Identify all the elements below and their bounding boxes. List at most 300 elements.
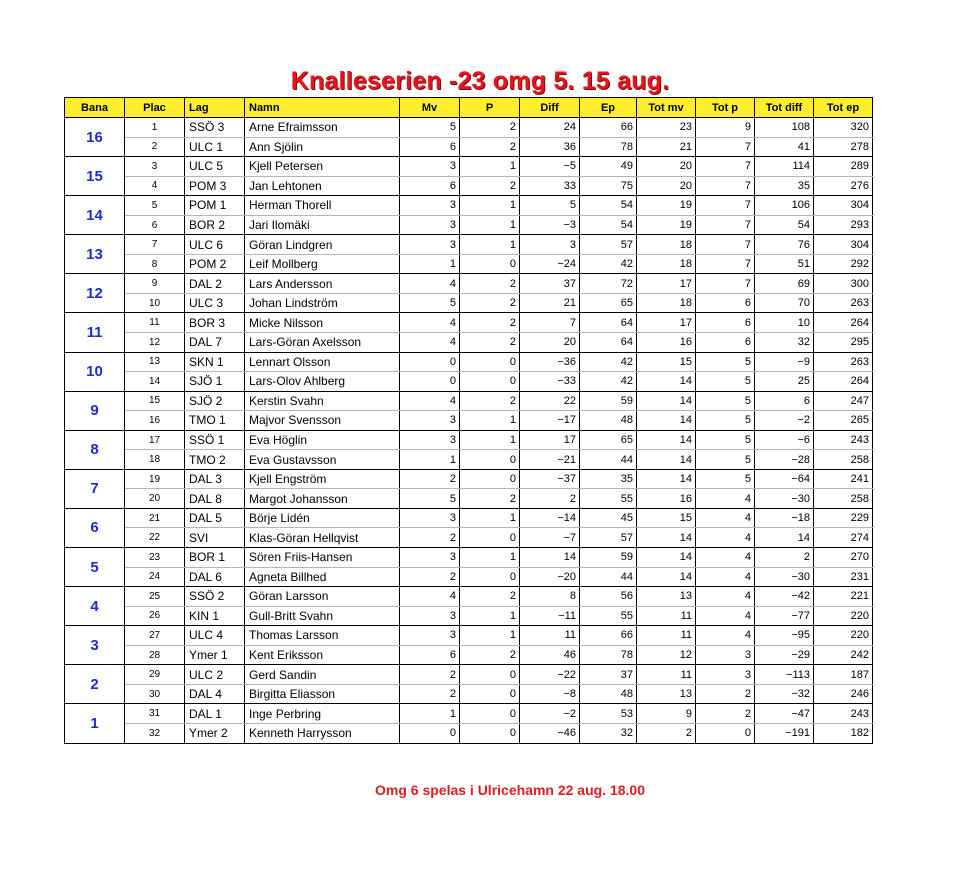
- cell-namn: Göran Larsson: [245, 587, 400, 607]
- cell-tot-diff: 10: [755, 313, 814, 333]
- cell-lag: Ymer 1: [185, 645, 245, 665]
- cell-diff: −21: [520, 450, 580, 470]
- column-header-tot-p: Tot p: [696, 98, 755, 118]
- column-header-p: P: [460, 98, 520, 118]
- lane-number: 5: [65, 548, 125, 587]
- cell-mv: 3: [400, 196, 460, 216]
- cell-p: 1: [460, 235, 520, 255]
- cell-tot-mv: 21: [637, 137, 696, 157]
- cell-lag: DAL 1: [185, 704, 245, 724]
- cell-mv: 4: [400, 587, 460, 607]
- cell-tot-ep: 182: [814, 723, 873, 743]
- cell-namn: Leif Mollberg: [245, 254, 400, 274]
- cell-tot-p: 4: [696, 528, 755, 548]
- cell-mv: 6: [400, 176, 460, 196]
- cell-tot-ep: 243: [814, 704, 873, 724]
- results-body: [65, 118, 873, 744]
- cell-tot-mv: 17: [637, 313, 696, 333]
- cell-diff: −2: [520, 704, 580, 724]
- cell-tot-ep: 220: [814, 626, 873, 646]
- cell-lag: BOR 3: [185, 313, 245, 333]
- cell-namn: Inge Perbring: [245, 704, 400, 724]
- cell-diff: 3: [520, 235, 580, 255]
- cell-ep: 64: [580, 333, 637, 353]
- cell-p: 0: [460, 665, 520, 685]
- results-table: [64, 97, 873, 744]
- cell-ep: 48: [580, 411, 637, 431]
- cell-p: 1: [460, 196, 520, 216]
- cell-p: 2: [460, 137, 520, 157]
- cell-diff: 36: [520, 137, 580, 157]
- cell-plac: 12: [125, 333, 185, 353]
- cell-ep: 65: [580, 293, 637, 313]
- cell-lag: POM 3: [185, 176, 245, 196]
- cell-tot-mv: 12: [637, 645, 696, 665]
- cell-tot-mv: 9: [637, 704, 696, 724]
- cell-namn: Birgitta Eliasson: [245, 684, 400, 704]
- cell-namn: Eva Höglin: [245, 430, 400, 450]
- cell-plac: 27: [125, 626, 185, 646]
- cell-lag: ULC 5: [185, 157, 245, 177]
- table-row: [65, 293, 873, 313]
- cell-lag: DAL 8: [185, 489, 245, 509]
- cell-tot-diff: −42: [755, 587, 814, 607]
- cell-lag: TMO 1: [185, 411, 245, 431]
- cell-plac: 26: [125, 606, 185, 626]
- table-row: [65, 411, 873, 431]
- cell-tot-ep: 246: [814, 684, 873, 704]
- cell-tot-diff: −77: [755, 606, 814, 626]
- cell-p: 0: [460, 469, 520, 489]
- cell-tot-ep: 293: [814, 215, 873, 235]
- cell-p: 1: [460, 508, 520, 528]
- cell-mv: 2: [400, 528, 460, 548]
- cell-tot-p: 7: [696, 274, 755, 294]
- table-row: [65, 665, 873, 685]
- cell-ep: 42: [580, 352, 637, 372]
- cell-diff: 8: [520, 587, 580, 607]
- cell-plac: 16: [125, 411, 185, 431]
- table-row: [65, 704, 873, 724]
- cell-p: 1: [460, 548, 520, 568]
- cell-namn: Johan Lindström: [245, 293, 400, 313]
- cell-ep: 45: [580, 508, 637, 528]
- cell-mv: 6: [400, 645, 460, 665]
- cell-tot-diff: −29: [755, 645, 814, 665]
- cell-mv: 3: [400, 548, 460, 568]
- lane-number: 2: [65, 665, 125, 704]
- cell-tot-diff: 106: [755, 196, 814, 216]
- column-header-mv: Mv: [400, 98, 460, 118]
- cell-namn: Börje Lidén: [245, 508, 400, 528]
- column-header-namn: Namn: [245, 98, 400, 118]
- cell-tot-p: 2: [696, 684, 755, 704]
- cell-p: 0: [460, 528, 520, 548]
- cell-diff: −33: [520, 372, 580, 392]
- cell-tot-p: 7: [696, 137, 755, 157]
- cell-tot-diff: 41: [755, 137, 814, 157]
- cell-p: 2: [460, 645, 520, 665]
- lane-number: 6: [65, 508, 125, 547]
- cell-diff: −22: [520, 665, 580, 685]
- cell-tot-diff: 2: [755, 548, 814, 568]
- cell-tot-ep: 231: [814, 567, 873, 587]
- cell-tot-mv: 14: [637, 391, 696, 411]
- table-row: [65, 176, 873, 196]
- cell-tot-ep: 258: [814, 489, 873, 509]
- cell-tot-p: 7: [696, 235, 755, 255]
- cell-diff: −37: [520, 469, 580, 489]
- cell-tot-mv: 20: [637, 176, 696, 196]
- cell-tot-ep: 292: [814, 254, 873, 274]
- cell-namn: Lars Andersson: [245, 274, 400, 294]
- cell-namn: Majvor Svensson: [245, 411, 400, 431]
- cell-plac: 32: [125, 723, 185, 743]
- cell-tot-ep: 258: [814, 450, 873, 470]
- cell-tot-diff: 76: [755, 235, 814, 255]
- cell-tot-mv: 18: [637, 293, 696, 313]
- cell-tot-ep: 263: [814, 293, 873, 313]
- cell-tot-mv: 16: [637, 333, 696, 353]
- cell-tot-ep: 295: [814, 333, 873, 353]
- cell-mv: 1: [400, 450, 460, 470]
- cell-mv: 0: [400, 372, 460, 392]
- cell-p: 2: [460, 176, 520, 196]
- cell-diff: 7: [520, 313, 580, 333]
- cell-lag: ULC 4: [185, 626, 245, 646]
- cell-plac: 11: [125, 313, 185, 333]
- cell-tot-diff: 51: [755, 254, 814, 274]
- cell-lag: SSÖ 2: [185, 587, 245, 607]
- cell-namn: Sören Friis-Hansen: [245, 548, 400, 568]
- cell-ep: 42: [580, 372, 637, 392]
- cell-diff: 33: [520, 176, 580, 196]
- cell-plac: 5: [125, 196, 185, 216]
- cell-tot-mv: 15: [637, 352, 696, 372]
- cell-tot-p: 4: [696, 489, 755, 509]
- cell-namn: Ann Sjölin: [245, 137, 400, 157]
- cell-namn: Margot Johansson: [245, 489, 400, 509]
- cell-plac: 9: [125, 274, 185, 294]
- table-row: [65, 430, 873, 450]
- cell-mv: 2: [400, 665, 460, 685]
- cell-tot-mv: 14: [637, 372, 696, 392]
- lane-number: 3: [65, 626, 125, 665]
- cell-mv: 1: [400, 254, 460, 274]
- cell-tot-mv: 14: [637, 450, 696, 470]
- cell-diff: −14: [520, 508, 580, 528]
- cell-namn: Kenneth Harrysson: [245, 723, 400, 743]
- cell-tot-diff: −28: [755, 450, 814, 470]
- lane-number: 11: [65, 313, 125, 352]
- cell-p: 2: [460, 489, 520, 509]
- table-row: [65, 645, 873, 665]
- table-row: [65, 684, 873, 704]
- cell-mv: 5: [400, 489, 460, 509]
- cell-tot-mv: 13: [637, 684, 696, 704]
- cell-plac: 25: [125, 587, 185, 607]
- cell-mv: 3: [400, 606, 460, 626]
- header-row: [65, 98, 873, 118]
- cell-ep: 49: [580, 157, 637, 177]
- cell-tot-p: 3: [696, 665, 755, 685]
- cell-lag: SKN 1: [185, 352, 245, 372]
- cell-tot-mv: 19: [637, 196, 696, 216]
- cell-plac: 17: [125, 430, 185, 450]
- cell-mv: 5: [400, 118, 460, 138]
- column-header-lag: Lag: [185, 98, 245, 118]
- cell-namn: Kent Eriksson: [245, 645, 400, 665]
- lane-number: 1: [65, 704, 125, 743]
- cell-p: 0: [460, 684, 520, 704]
- cell-mv: 6: [400, 137, 460, 157]
- cell-plac: 30: [125, 684, 185, 704]
- cell-tot-p: 6: [696, 293, 755, 313]
- cell-plac: 24: [125, 567, 185, 587]
- cell-tot-diff: −47: [755, 704, 814, 724]
- cell-lag: SVI: [185, 528, 245, 548]
- cell-lag: DAL 4: [185, 684, 245, 704]
- column-header-tot-ep: Tot ep: [814, 98, 873, 118]
- cell-mv: 4: [400, 274, 460, 294]
- cell-lag: DAL 7: [185, 333, 245, 353]
- table-row: [65, 587, 873, 607]
- cell-tot-ep: 265: [814, 411, 873, 431]
- table-row: [65, 235, 873, 255]
- lane-number: 7: [65, 469, 125, 508]
- cell-tot-p: 7: [696, 196, 755, 216]
- cell-namn: Micke Nilsson: [245, 313, 400, 333]
- cell-p: 0: [460, 723, 520, 743]
- cell-plac: 29: [125, 665, 185, 685]
- cell-lag: ULC 1: [185, 137, 245, 157]
- cell-diff: 20: [520, 333, 580, 353]
- table-row: [65, 118, 873, 138]
- cell-diff: 11: [520, 626, 580, 646]
- cell-lag: BOR 2: [185, 215, 245, 235]
- cell-mv: 3: [400, 411, 460, 431]
- cell-mv: 3: [400, 508, 460, 528]
- cell-diff: −24: [520, 254, 580, 274]
- column-header-bana: Bana: [65, 98, 125, 118]
- cell-ep: 64: [580, 313, 637, 333]
- table-row: [65, 254, 873, 274]
- cell-lag: ULC 2: [185, 665, 245, 685]
- cell-mv: 2: [400, 567, 460, 587]
- cell-tot-p: 4: [696, 548, 755, 568]
- cell-tot-diff: −32: [755, 684, 814, 704]
- cell-tot-p: 0: [696, 723, 755, 743]
- cell-tot-p: 7: [696, 176, 755, 196]
- table-row: [65, 313, 873, 333]
- cell-tot-ep: 229: [814, 508, 873, 528]
- cell-tot-diff: 69: [755, 274, 814, 294]
- lane-number: 12: [65, 274, 125, 313]
- cell-namn: Kjell Petersen: [245, 157, 400, 177]
- cell-namn: Jari Ilomäki: [245, 215, 400, 235]
- cell-plac: 31: [125, 704, 185, 724]
- lane-number: 15: [65, 157, 125, 196]
- cell-mv: 4: [400, 391, 460, 411]
- cell-tot-ep: 274: [814, 528, 873, 548]
- cell-plac: 2: [125, 137, 185, 157]
- lane-number: 14: [65, 196, 125, 235]
- cell-tot-p: 9: [696, 118, 755, 138]
- cell-namn: Gerd Sandin: [245, 665, 400, 685]
- cell-tot-ep: 264: [814, 372, 873, 392]
- cell-plac: 23: [125, 548, 185, 568]
- table-row: [65, 137, 873, 157]
- cell-lag: SSÖ 3: [185, 118, 245, 138]
- cell-tot-diff: 25: [755, 372, 814, 392]
- footer-note: Omg 6 spelas i Ulricehamn 22 aug. 18.00: [374, 782, 645, 798]
- cell-plac: 15: [125, 391, 185, 411]
- lane-number: 13: [65, 235, 125, 274]
- cell-tot-ep: 243: [814, 430, 873, 450]
- cell-lag: ULC 3: [185, 293, 245, 313]
- cell-diff: −7: [520, 528, 580, 548]
- cell-namn: Lennart Olsson: [245, 352, 400, 372]
- cell-tot-diff: −6: [755, 430, 814, 450]
- cell-ep: 44: [580, 567, 637, 587]
- cell-ep: 32: [580, 723, 637, 743]
- cell-namn: Kjell Engström: [245, 469, 400, 489]
- table-row: [65, 626, 873, 646]
- cell-ep: 78: [580, 137, 637, 157]
- cell-tot-diff: −2: [755, 411, 814, 431]
- table-row: [65, 333, 873, 353]
- cell-ep: 48: [580, 684, 637, 704]
- cell-tot-ep: 278: [814, 137, 873, 157]
- cell-tot-mv: 2: [637, 723, 696, 743]
- cell-diff: 17: [520, 430, 580, 450]
- cell-plac: 8: [125, 254, 185, 274]
- cell-mv: 2: [400, 469, 460, 489]
- cell-p: 0: [460, 254, 520, 274]
- cell-namn: Kerstin Svahn: [245, 391, 400, 411]
- cell-ep: 59: [580, 548, 637, 568]
- cell-plac: 22: [125, 528, 185, 548]
- cell-tot-ep: 276: [814, 176, 873, 196]
- cell-tot-mv: 18: [637, 254, 696, 274]
- cell-tot-diff: −191: [755, 723, 814, 743]
- cell-namn: Lars-Göran Axelsson: [245, 333, 400, 353]
- cell-ep: 44: [580, 450, 637, 470]
- cell-tot-mv: 14: [637, 528, 696, 548]
- cell-ep: 56: [580, 587, 637, 607]
- cell-plac: 6: [125, 215, 185, 235]
- cell-ep: 55: [580, 489, 637, 509]
- table-row: [65, 469, 873, 489]
- cell-diff: −5: [520, 157, 580, 177]
- cell-p: 1: [460, 411, 520, 431]
- cell-tot-ep: 241: [814, 469, 873, 489]
- table-row: [65, 215, 873, 235]
- cell-tot-mv: 11: [637, 665, 696, 685]
- cell-tot-p: 4: [696, 626, 755, 646]
- cell-tot-p: 6: [696, 313, 755, 333]
- table-row: [65, 548, 873, 568]
- lane-number: 10: [65, 352, 125, 391]
- cell-tot-p: 7: [696, 254, 755, 274]
- cell-p: 1: [460, 626, 520, 646]
- cell-lag: KIN 1: [185, 606, 245, 626]
- cell-tot-mv: 19: [637, 215, 696, 235]
- cell-tot-p: 5: [696, 411, 755, 431]
- cell-p: 2: [460, 274, 520, 294]
- cell-tot-diff: 114: [755, 157, 814, 177]
- cell-mv: 4: [400, 313, 460, 333]
- cell-diff: −8: [520, 684, 580, 704]
- cell-tot-diff: −64: [755, 469, 814, 489]
- cell-tot-p: 7: [696, 157, 755, 177]
- cell-ep: 75: [580, 176, 637, 196]
- cell-tot-mv: 14: [637, 567, 696, 587]
- cell-tot-p: 7: [696, 215, 755, 235]
- cell-ep: 78: [580, 645, 637, 665]
- cell-tot-ep: 263: [814, 352, 873, 372]
- column-header-ep: Ep: [580, 98, 637, 118]
- cell-diff: 5: [520, 196, 580, 216]
- cell-plac: 18: [125, 450, 185, 470]
- cell-namn: Herman Thorell: [245, 196, 400, 216]
- cell-diff: 46: [520, 645, 580, 665]
- cell-mv: 2: [400, 684, 460, 704]
- cell-p: 0: [460, 450, 520, 470]
- cell-tot-p: 4: [696, 508, 755, 528]
- cell-tot-ep: 289: [814, 157, 873, 177]
- cell-tot-diff: −113: [755, 665, 814, 685]
- cell-lag: TMO 2: [185, 450, 245, 470]
- cell-p: 1: [460, 430, 520, 450]
- cell-namn: Göran Lindgren: [245, 235, 400, 255]
- cell-p: 0: [460, 567, 520, 587]
- cell-lag: DAL 5: [185, 508, 245, 528]
- cell-ep: 53: [580, 704, 637, 724]
- table-row: [65, 723, 873, 743]
- cell-tot-p: 5: [696, 469, 755, 489]
- cell-diff: 2: [520, 489, 580, 509]
- cell-tot-mv: 15: [637, 508, 696, 528]
- column-header-tot-mv: Tot mv: [637, 98, 696, 118]
- cell-lag: BOR 1: [185, 548, 245, 568]
- lane-number: 9: [65, 391, 125, 430]
- cell-ep: 54: [580, 215, 637, 235]
- cell-mv: 3: [400, 235, 460, 255]
- cell-lag: SSÖ 1: [185, 430, 245, 450]
- cell-mv: 4: [400, 333, 460, 353]
- cell-p: 0: [460, 704, 520, 724]
- cell-tot-diff: −95: [755, 626, 814, 646]
- cell-p: 1: [460, 157, 520, 177]
- cell-tot-p: 5: [696, 352, 755, 372]
- cell-plac: 7: [125, 235, 185, 255]
- lane-number: 16: [65, 118, 125, 157]
- cell-namn: Jan Lehtonen: [245, 176, 400, 196]
- cell-diff: 21: [520, 293, 580, 313]
- cell-tot-ep: 220: [814, 606, 873, 626]
- cell-p: 2: [460, 587, 520, 607]
- cell-lag: POM 2: [185, 254, 245, 274]
- column-header-tot-diff: Tot diff: [755, 98, 814, 118]
- cell-lag: DAL 6: [185, 567, 245, 587]
- cell-tot-mv: 17: [637, 274, 696, 294]
- cell-tot-diff: 54: [755, 215, 814, 235]
- cell-tot-p: 4: [696, 587, 755, 607]
- cell-mv: 0: [400, 352, 460, 372]
- cell-namn: Lars-Olov Ahlberg: [245, 372, 400, 392]
- cell-tot-diff: 108: [755, 118, 814, 138]
